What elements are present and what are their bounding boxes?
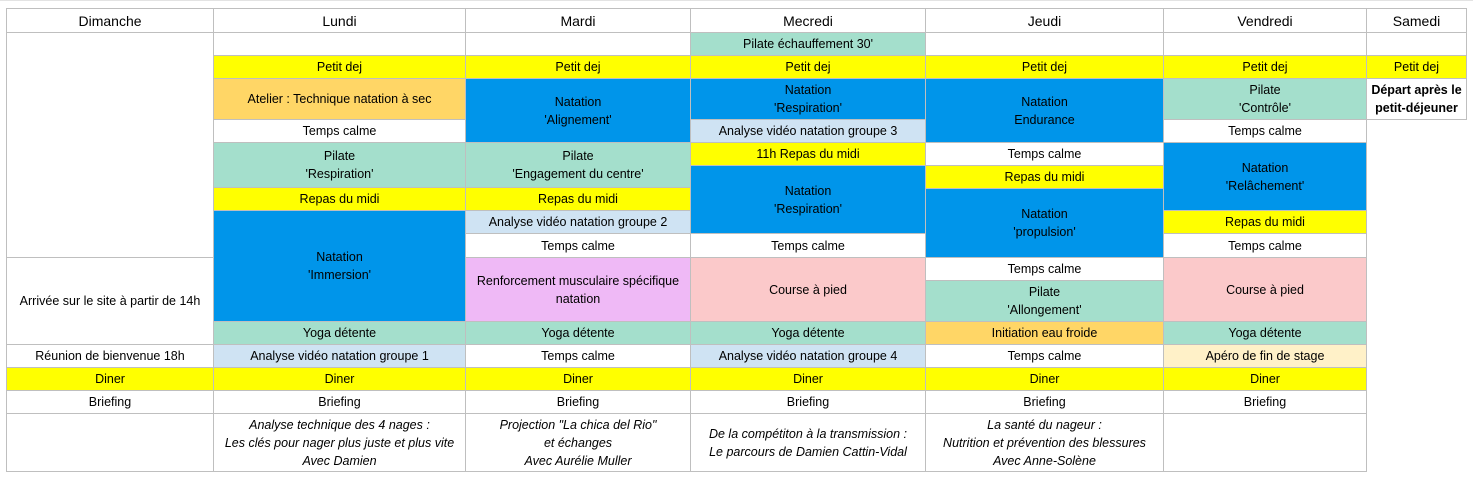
vendredi-repas[interactable]: Repas du midi (1164, 211, 1367, 234)
lundi-temps-calme[interactable]: Temps calme (214, 120, 466, 143)
jeudi-repas[interactable]: Repas du midi (926, 166, 1164, 189)
mardi-soiree[interactable]: Projection "La chica del Rio" et échanges Avec Aurélie Muller (466, 414, 691, 472)
jeudi-temps-calme-3[interactable]: Temps calme (926, 345, 1164, 368)
mardi-petit-dej[interactable]: Petit dej (466, 56, 691, 79)
vendredi-petit-dej[interactable]: Petit dej (1164, 56, 1367, 79)
dimanche-empty-morning[interactable] (6, 33, 214, 258)
mercredi-temps-calme[interactable]: Temps calme (691, 234, 926, 258)
vendredi-apero[interactable]: Apéro de fin de stage (1164, 345, 1367, 368)
jeudi-empty-early[interactable] (926, 33, 1164, 56)
samedi-empty-early[interactable] (1367, 33, 1467, 56)
lundi-pilate[interactable]: Pilate 'Respiration' (214, 143, 466, 188)
mardi-temps-calme[interactable]: Temps calme (466, 234, 691, 258)
top-edge-line (0, 0, 1473, 1)
mercredi-course[interactable]: Course à pied (691, 258, 926, 322)
jeudi-natation[interactable]: Natation Endurance (926, 79, 1164, 143)
mercredi-diner[interactable]: Diner (691, 368, 926, 391)
mercredi-natation[interactable]: Natation 'Respiration' (691, 79, 926, 120)
mardi-pilate[interactable]: Pilate 'Engagement du centre' (466, 143, 691, 188)
mardi-renforcement[interactable]: Renforcement musculaire spécifique natation (466, 258, 691, 322)
header-vendredi[interactable]: Vendredi (1164, 8, 1367, 33)
mercredi-soiree[interactable]: De la compétiton à la transmission : Le parcours de Damien Cattin-Vidal (691, 414, 926, 472)
mardi-yoga[interactable]: Yoga détente (466, 322, 691, 345)
dimanche-diner[interactable]: Diner (6, 368, 214, 391)
header-jeudi[interactable]: Jeudi (926, 8, 1164, 33)
jeudi-briefing[interactable]: Briefing (926, 391, 1164, 414)
dimanche-soiree-empty[interactable] (6, 414, 214, 472)
vendredi-yoga[interactable]: Yoga détente (1164, 322, 1367, 345)
vendredi-soiree-empty[interactable] (1164, 414, 1367, 472)
mardi-repas[interactable]: Repas du midi (466, 188, 691, 211)
jeudi-natation-2[interactable]: Natation 'propulsion' (926, 189, 1164, 258)
mercredi-pilate-echauffement[interactable]: Pilate échauffement 30' (691, 33, 926, 56)
mardi-empty-early[interactable] (466, 33, 691, 56)
header-samedi[interactable]: Samedi (1367, 8, 1467, 33)
lundi-atelier[interactable]: Atelier : Technique natation à sec (214, 79, 466, 120)
lundi-yoga[interactable]: Yoga détente (214, 322, 466, 345)
mardi-analyse[interactable]: Analyse vidéo natation groupe 2 (466, 211, 691, 234)
vendredi-course[interactable]: Course à pied (1164, 258, 1367, 322)
lundi-diner[interactable]: Diner (214, 368, 466, 391)
header-dimanche[interactable]: Dimanche (6, 8, 214, 33)
mercredi-petit-dej[interactable]: Petit dej (691, 56, 926, 79)
mardi-diner[interactable]: Diner (466, 368, 691, 391)
lundi-petit-dej[interactable]: Petit dej (214, 56, 466, 79)
mercredi-repas[interactable]: 11h Repas du midi (691, 143, 926, 166)
jeudi-initiation[interactable]: Initiation eau froide (926, 322, 1164, 345)
jeudi-pilate[interactable]: Pilate 'Allongement' (926, 281, 1164, 322)
samedi-petit-dej[interactable]: Petit dej (1367, 56, 1467, 79)
mercredi-analyse[interactable]: Analyse vidéo natation groupe 3 (691, 120, 926, 143)
samedi-depart[interactable]: Départ après le petit-déjeuner (1367, 79, 1467, 120)
mardi-natation[interactable]: Natation 'Alignement' (466, 79, 691, 143)
vendredi-temps-calme-2[interactable]: Temps calme (1164, 234, 1367, 258)
dimanche-arrivee[interactable]: Arrivée sur le site à partir de 14h (6, 258, 214, 345)
lundi-briefing[interactable]: Briefing (214, 391, 466, 414)
vendredi-empty-early[interactable] (1164, 33, 1367, 56)
mardi-briefing[interactable]: Briefing (466, 391, 691, 414)
vendredi-briefing[interactable]: Briefing (1164, 391, 1367, 414)
lundi-repas[interactable]: Repas du midi (214, 188, 466, 211)
lundi-natation[interactable]: Natation 'Immersion' (214, 211, 466, 322)
lundi-soiree[interactable]: Analyse technique des 4 nages : Les clés pour nager plus juste et plus vite Avec Damien (214, 414, 466, 472)
jeudi-temps-calme[interactable]: Temps calme (926, 143, 1164, 166)
vendredi-pilate[interactable]: Pilate 'Contrôle' (1164, 79, 1367, 120)
mardi-temps-calme-2[interactable]: Temps calme (466, 345, 691, 368)
mercredi-yoga[interactable]: Yoga détente (691, 322, 926, 345)
mercredi-briefing[interactable]: Briefing (691, 391, 926, 414)
header-lundi[interactable]: Lundi (214, 8, 466, 33)
jeudi-petit-dej[interactable]: Petit dej (926, 56, 1164, 79)
mercredi-analyse-2[interactable]: Analyse vidéo natation groupe 4 (691, 345, 926, 368)
jeudi-diner[interactable]: Diner (926, 368, 1164, 391)
lundi-analyse[interactable]: Analyse vidéo natation groupe 1 (214, 345, 466, 368)
header-mardi[interactable]: Mardi (466, 8, 691, 33)
dimanche-reunion[interactable]: Réunion de bienvenue 18h (6, 345, 214, 368)
dimanche-briefing[interactable]: Briefing (6, 391, 214, 414)
jeudi-temps-calme-2[interactable]: Temps calme (926, 258, 1164, 281)
mercredi-natation-2[interactable]: Natation 'Respiration' (691, 166, 926, 234)
vendredi-temps-calme[interactable]: Temps calme (1164, 120, 1367, 143)
header-mercredi[interactable]: Mecredi (691, 8, 926, 33)
vendredi-diner[interactable]: Diner (1164, 368, 1367, 391)
jeudi-soiree[interactable]: La santé du nageur : Nutrition et prévention des blessures Avec Anne-Solène (926, 414, 1164, 472)
vendredi-natation[interactable]: Natation 'Relâchement' (1164, 143, 1367, 211)
lundi-empty-early[interactable] (214, 33, 466, 56)
